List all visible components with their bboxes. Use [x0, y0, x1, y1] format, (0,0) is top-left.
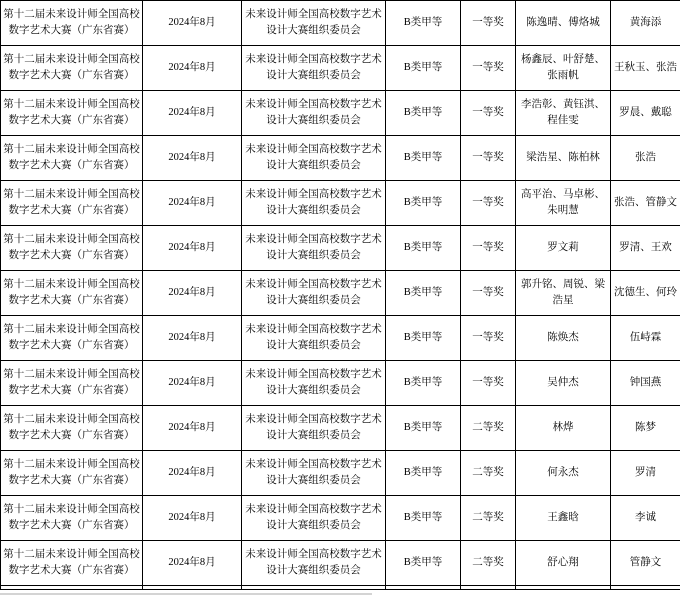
- cell-award-level: 一等奖: [461, 316, 516, 361]
- cell-competition-name: 第十二届未来设计师全国高校数字艺术大赛（广东省赛）: [1, 496, 143, 541]
- cell-award-date: 2024年8月: [143, 91, 242, 136]
- table-row: [1, 46, 680, 91]
- cell-award-level: 一等奖: [461, 226, 516, 271]
- cell-category: B类甲等: [386, 91, 461, 136]
- cell-winners: 林烨: [516, 406, 611, 451]
- cell-winners: 王鑫晗: [516, 496, 611, 541]
- cell-advisors: 管静文: [611, 541, 680, 586]
- cell-organizer: 未来设计师全国高校数字艺术设计大赛组织委员会: [242, 406, 386, 451]
- cell-award-level: 一等奖: [461, 361, 516, 406]
- cell-winners: 陈逸晴、傅烙城: [516, 1, 611, 46]
- cell-competition-name: 第十二届未来设计师全国高校数字艺术大赛（广东省赛）: [1, 361, 143, 406]
- cell-award-level: 一等奖: [461, 271, 516, 316]
- table-row: [1, 316, 680, 361]
- cell-category: B类甲等: [386, 541, 461, 586]
- cell-award-level: 一等奖: [461, 181, 516, 226]
- cell-winners: 吴仲杰: [516, 361, 611, 406]
- cell-award-level: 一等奖: [461, 1, 516, 46]
- cell-winners: 高平治、马卓彬、朱明慧: [516, 181, 611, 226]
- cell-award-level: 一等奖: [461, 46, 516, 91]
- empty-cell: [242, 586, 386, 590]
- cell-organizer: 未来设计师全国高校数字艺术设计大赛组织委员会: [242, 451, 386, 496]
- cell-winners: 陈焕杰: [516, 316, 611, 361]
- cell-advisors: 沈德生、何玲: [611, 271, 680, 316]
- cell-winners: 何永杰: [516, 451, 611, 496]
- cell-category: B类甲等: [386, 316, 461, 361]
- cell-competition-name: 第十二届未来设计师全国高校数字艺术大赛（广东省赛）: [1, 46, 143, 91]
- cell-award-level: 二等奖: [461, 406, 516, 451]
- cell-award-date: 2024年8月: [143, 541, 242, 586]
- table-row: [1, 361, 680, 406]
- cell-category: B类甲等: [386, 406, 461, 451]
- cell-competition-name: 第十二届未来设计师全国高校数字艺术大赛（广东省赛）: [1, 91, 143, 136]
- cell-advisors: 王秋玉、张浩: [611, 46, 680, 91]
- cell-advisors: 陈梦: [611, 406, 680, 451]
- cell-organizer: 未来设计师全国高校数字艺术设计大赛组织委员会: [242, 1, 386, 46]
- cell-award-date: 2024年8月: [143, 451, 242, 496]
- cell-advisors: 罗晨、戴聪: [611, 91, 680, 136]
- cell-winners: 梁浩星、陈柏林: [516, 136, 611, 181]
- empty-cell: [516, 586, 611, 590]
- cell-award-date: 2024年8月: [143, 136, 242, 181]
- cell-organizer: 未来设计师全国高校数字艺术设计大赛组织委员会: [242, 316, 386, 361]
- table-row: [1, 451, 680, 496]
- empty-cell: [143, 586, 242, 590]
- cell-category: B类甲等: [386, 496, 461, 541]
- cell-category: B类甲等: [386, 46, 461, 91]
- cell-advisors: 张浩、管静文: [611, 181, 680, 226]
- cell-organizer: 未来设计师全国高校数字艺术设计大赛组织委员会: [242, 541, 386, 586]
- cell-competition-name: 第十二届未来设计师全国高校数字艺术大赛（广东省赛）: [1, 316, 143, 361]
- cell-winners: 郭升铭、周锐、梁浩星: [516, 271, 611, 316]
- table-row: [1, 406, 680, 451]
- cell-winners: 杨鑫辰、叶舒楚、张雨帆: [516, 46, 611, 91]
- table-row: [1, 1, 680, 46]
- cell-advisors: 钟国燕: [611, 361, 680, 406]
- cell-award-date: 2024年8月: [143, 406, 242, 451]
- empty-cell: [461, 586, 516, 590]
- cell-competition-name: 第十二届未来设计师全国高校数字艺术大赛（广东省赛）: [1, 1, 143, 46]
- cell-award-date: 2024年8月: [143, 1, 242, 46]
- cell-award-date: 2024年8月: [143, 226, 242, 271]
- empty-cell: [1, 586, 143, 590]
- awards-table-body: [1, 1, 680, 590]
- cell-award-level: 一等奖: [461, 136, 516, 181]
- table-row: [1, 496, 680, 541]
- cell-category: B类甲等: [386, 181, 461, 226]
- cell-award-date: 2024年8月: [143, 316, 242, 361]
- empty-cell: [386, 586, 461, 590]
- cell-competition-name: 第十二届未来设计师全国高校数字艺术大赛（广东省赛）: [1, 406, 143, 451]
- cell-competition-name: 第十二届未来设计师全国高校数字艺术大赛（广东省赛）: [1, 451, 143, 496]
- cell-competition-name: 第十二届未来设计师全国高校数字艺术大赛（广东省赛）: [1, 271, 143, 316]
- cell-award-date: 2024年8月: [143, 361, 242, 406]
- cell-advisors: 伍峙霖: [611, 316, 680, 361]
- table-row-partial: [1, 586, 680, 590]
- cell-organizer: 未来设计师全国高校数字艺术设计大赛组织委员会: [242, 496, 386, 541]
- cell-category: B类甲等: [386, 451, 461, 496]
- cell-advisors: 罗清、王欢: [611, 226, 680, 271]
- cell-award-level: 二等奖: [461, 451, 516, 496]
- cell-winners: 李浩彰、黄钰淇、程佳雯: [516, 91, 611, 136]
- table-row: [1, 136, 680, 181]
- cell-organizer: 未来设计师全国高校数字艺术设计大赛组织委员会: [242, 271, 386, 316]
- cell-organizer: 未来设计师全国高校数字艺术设计大赛组织委员会: [242, 226, 386, 271]
- cell-advisors: 李诚: [611, 496, 680, 541]
- cell-award-date: 2024年8月: [143, 496, 242, 541]
- table-row: [1, 271, 680, 316]
- cell-award-level: 二等奖: [461, 541, 516, 586]
- table-row: [1, 226, 680, 271]
- cell-award-level: 二等奖: [461, 496, 516, 541]
- cell-advisors: 黄海添: [611, 1, 680, 46]
- cell-category: B类甲等: [386, 1, 461, 46]
- cell-organizer: 未来设计师全国高校数字艺术设计大赛组织委员会: [242, 181, 386, 226]
- cell-award-level: 一等奖: [461, 91, 516, 136]
- cell-competition-name: 第十二届未来设计师全国高校数字艺术大赛（广东省赛）: [1, 226, 143, 271]
- cell-award-date: 2024年8月: [143, 271, 242, 316]
- cell-competition-name: 第十二届未来设计师全国高校数字艺术大赛（广东省赛）: [1, 541, 143, 586]
- table-row: [1, 91, 680, 136]
- cell-award-date: 2024年8月: [143, 46, 242, 91]
- cell-advisors: 张浩: [611, 136, 680, 181]
- cell-category: B类甲等: [386, 271, 461, 316]
- cell-competition-name: 第十二届未来设计师全国高校数字艺术大赛（广东省赛）: [1, 136, 143, 181]
- cell-category: B类甲等: [386, 226, 461, 271]
- cell-organizer: 未来设计师全国高校数字艺术设计大赛组织委员会: [242, 46, 386, 91]
- cell-organizer: 未来设计师全国高校数字艺术设计大赛组织委员会: [242, 361, 386, 406]
- cell-winners: 舒心翔: [516, 541, 611, 586]
- table-row: [1, 541, 680, 586]
- cell-category: B类甲等: [386, 361, 461, 406]
- empty-cell: [611, 586, 680, 590]
- cell-winners: 罗文莉: [516, 226, 611, 271]
- table-row: [1, 181, 680, 226]
- cell-advisors: 罗清: [611, 451, 680, 496]
- cell-organizer: 未来设计师全国高校数字艺术设计大赛组织委员会: [242, 91, 386, 136]
- cell-award-date: 2024年8月: [143, 181, 242, 226]
- cell-organizer: 未来设计师全国高校数字艺术设计大赛组织委员会: [242, 136, 386, 181]
- cell-category: B类甲等: [386, 136, 461, 181]
- cell-competition-name: 第十二届未来设计师全国高校数字艺术大赛（广东省赛）: [1, 181, 143, 226]
